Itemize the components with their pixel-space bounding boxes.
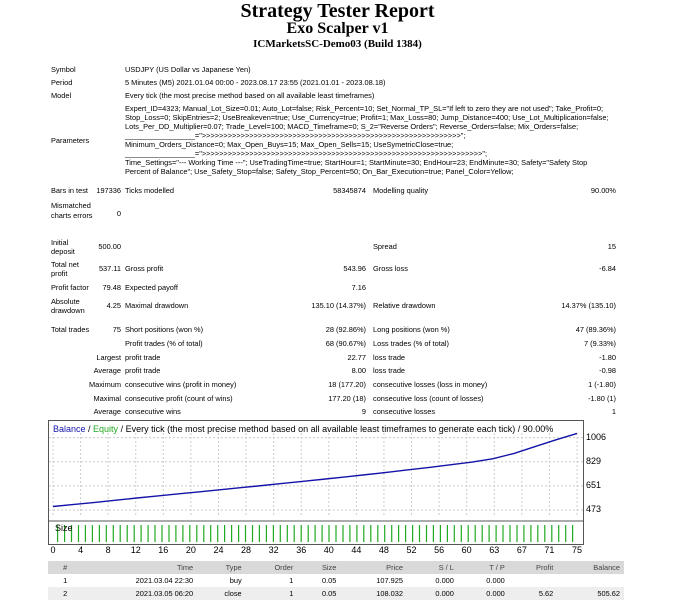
long-label: Long positions (won %) bbox=[373, 325, 450, 334]
size-bar bbox=[238, 525, 239, 542]
maximal-label: Maximal bbox=[93, 394, 121, 403]
size-bar bbox=[294, 525, 295, 542]
spread-label: Spread bbox=[373, 242, 397, 251]
table-cell: 1 bbox=[289, 576, 294, 585]
x-tick-label: 0 bbox=[50, 545, 56, 555]
column-header: Price bbox=[340, 561, 407, 574]
absdd-value: 4.25 bbox=[106, 301, 121, 310]
average2-label: Average bbox=[93, 407, 121, 416]
mismatch-value: 0 bbox=[116, 209, 121, 218]
ticks-value: 58345874 bbox=[333, 186, 366, 195]
x-tick-label: 48 bbox=[378, 545, 389, 555]
table-cell: 0.000 bbox=[407, 587, 458, 600]
y-tick-label: 473 bbox=[586, 504, 602, 515]
param-line: Expert_ID=4323; Manual_Lot_Size=0.01; Auto_Lot=false; Risk_Percent=10; Set_Normal_TP_SL="If left to zero they are not used"; Take_Profit=0; bbox=[125, 104, 603, 113]
table-cell: 2021.03.04 22:30 bbox=[135, 576, 194, 585]
x-tick-label: 24 bbox=[213, 545, 224, 555]
size-bar bbox=[154, 525, 155, 542]
netprofit-label: Total net profit bbox=[51, 260, 79, 278]
lt-value: 7 (9.33%) bbox=[583, 339, 616, 348]
size-bar bbox=[148, 525, 149, 542]
maxl-cl-label: consecutive loss (count of losses) bbox=[373, 394, 484, 403]
size-bar bbox=[523, 525, 524, 542]
param-line: Lots_Per_DD_Multiplier=0.07; Trade_Level=100; MACD_Timeframe=0; S_2="Reverse Orders"; Reverse_Orders=false; Mix_Orders=false; bbox=[125, 122, 579, 131]
size-bar bbox=[322, 525, 323, 542]
largest-label: Largest bbox=[96, 353, 121, 362]
size-bar bbox=[308, 525, 309, 542]
short-label: Short positions (won %) bbox=[125, 325, 204, 334]
period-label: Period bbox=[51, 78, 73, 87]
column-header: Type bbox=[197, 561, 246, 574]
size-bar bbox=[301, 525, 302, 542]
table-cell: 0.000 bbox=[486, 576, 505, 585]
legend-balance: Balance bbox=[53, 424, 86, 434]
server-build: ICMarketsSC-Demo03 (Build 1384) bbox=[253, 38, 422, 50]
x-tick-label: 63 bbox=[489, 545, 500, 555]
pf-label: Profit factor bbox=[51, 283, 89, 292]
grossprofit-value: 543.96 bbox=[343, 264, 366, 273]
size-bar bbox=[342, 525, 343, 542]
initial-value: 500.00 bbox=[98, 242, 121, 251]
size-bar bbox=[461, 525, 462, 542]
x-tick-label: 28 bbox=[241, 545, 252, 555]
pt-label: Profit trades (% of total) bbox=[125, 339, 203, 348]
parameters-label: Parameters bbox=[51, 136, 90, 145]
size-bar bbox=[356, 525, 357, 542]
avg-cw-value: 9 bbox=[361, 407, 366, 416]
size-bar bbox=[210, 525, 211, 542]
param-line: _________________=">>>>>>>>>>>>>>>>>>>>>>>>>>>>>>>>>>>>>>>>>>>>>>>>>>>>>>>>>>>>>>>>>"; bbox=[125, 149, 488, 158]
table-cell: close bbox=[197, 587, 246, 600]
table-cell bbox=[557, 574, 624, 587]
column-header: S / L bbox=[407, 561, 458, 574]
period-value: 5 Minutes (M5) 2021.01.04 00:00 - 2023.08.17 23:55 (2021.01.01 - 2023.08.18) bbox=[125, 78, 386, 87]
avg-cl-value: 1 bbox=[611, 407, 616, 416]
reldd-value: 14.37% (135.10) bbox=[561, 301, 616, 310]
max-cl-value: 1 (-1.80) bbox=[588, 380, 616, 389]
model-label: Model bbox=[51, 91, 72, 100]
size-bar bbox=[196, 525, 197, 542]
size-bar bbox=[426, 525, 427, 542]
size-bar bbox=[168, 525, 169, 542]
ticks-label: Ticks modelled bbox=[125, 186, 175, 195]
symbol-label: Symbol bbox=[51, 65, 76, 74]
size-bar bbox=[78, 525, 79, 542]
grossloss-value: -6.84 bbox=[599, 264, 616, 273]
maxl-cl-value: -1.80 (1) bbox=[588, 394, 616, 403]
size-bar bbox=[419, 525, 420, 542]
size-bar bbox=[489, 525, 490, 542]
size-bar bbox=[203, 525, 204, 542]
size-bar bbox=[433, 525, 434, 542]
series-line-balance bbox=[53, 433, 577, 506]
pf-value: 79.48 bbox=[102, 283, 121, 292]
size-bar bbox=[405, 525, 406, 542]
size-bar bbox=[182, 525, 183, 542]
size-bar bbox=[537, 525, 538, 542]
size-bar bbox=[565, 525, 566, 542]
size-bar bbox=[468, 525, 469, 542]
average-label: Average bbox=[93, 366, 121, 375]
size-bar bbox=[231, 525, 232, 542]
size-bar bbox=[363, 525, 364, 542]
table-cell: 505.62 bbox=[557, 587, 624, 600]
column-header: Order bbox=[246, 561, 298, 574]
size-bar bbox=[551, 525, 552, 542]
table-cell: 1 bbox=[63, 576, 68, 585]
table-cell: 5.62 bbox=[509, 587, 557, 600]
max-cw-value: 18 (177.20) bbox=[328, 380, 366, 389]
x-tick-label: 40 bbox=[323, 545, 334, 555]
bars-label: Bars in test bbox=[51, 186, 88, 195]
symbol-value: USDJPY (US Dollar vs Japanese Yen) bbox=[125, 65, 251, 74]
column-header: T / P bbox=[458, 561, 509, 574]
largest-loss-label: loss trade bbox=[373, 353, 406, 362]
size-bar bbox=[447, 525, 448, 542]
maxl-cp-value: 177.20 (18) bbox=[328, 394, 366, 403]
param-line: _________________=">>>>>>>>>>>>>>>>>>>>>>>>>>>>>>>>>>>>>>>>>>>>>>>>>>>>>>>>>>>>"; bbox=[125, 131, 466, 140]
spread-value: 15 bbox=[607, 242, 616, 251]
avg-cw-label: consecutive wins bbox=[125, 407, 181, 416]
lt-label: Loss trades (% of total) bbox=[373, 339, 449, 348]
table-cell: 2 bbox=[48, 587, 71, 600]
size-bar bbox=[259, 525, 260, 542]
x-tick-label: 32 bbox=[268, 545, 279, 555]
reldd-label: Relative drawdown bbox=[373, 301, 436, 310]
average-loss-label: loss trade bbox=[373, 366, 406, 375]
size-bar bbox=[287, 525, 288, 542]
size-bar bbox=[509, 525, 510, 542]
legend-equity: Equity bbox=[93, 424, 119, 434]
size-bar bbox=[92, 525, 93, 542]
size-bar bbox=[384, 525, 385, 542]
quality-value: 90.00% bbox=[590, 186, 616, 195]
size-bar bbox=[189, 525, 190, 542]
model-value: Every tick (the most precise method based on all available least timeframes) bbox=[125, 91, 375, 100]
size-bar bbox=[530, 525, 531, 542]
size-bar bbox=[266, 525, 267, 542]
chart-svg bbox=[49, 421, 583, 544]
maxl-cp-label: consecutive profit (count of wins) bbox=[125, 394, 233, 403]
avg-cl-label: consecutive losses bbox=[373, 407, 436, 416]
trades-label: Total trades bbox=[51, 325, 90, 334]
y-tick-label: 1006 bbox=[586, 431, 607, 442]
y-tick-label: 829 bbox=[586, 455, 602, 466]
x-tick-label: 36 bbox=[296, 545, 307, 555]
size-bar bbox=[273, 525, 274, 542]
size-bar bbox=[245, 525, 246, 542]
legend-description: / Every tick (the most precise method based on all available least timeframes to generate each tick) / 90.00% bbox=[118, 424, 554, 434]
legend-separator: / bbox=[85, 424, 94, 434]
payoff-value: 7.16 bbox=[351, 283, 366, 292]
balance-chart bbox=[48, 420, 584, 545]
size-bar bbox=[482, 525, 483, 542]
size-bar bbox=[99, 525, 100, 542]
bars-value: 197336 bbox=[96, 186, 121, 195]
param-line: Minimum_Orders_Distance=0; Max_Open_Buys=15; Max_Open_Sells=15; UseSymetricClose=true; bbox=[125, 140, 454, 149]
x-tick-label: 4 bbox=[78, 545, 84, 555]
size-label: Size bbox=[55, 523, 73, 533]
table-cell: 108.032 bbox=[340, 587, 407, 600]
table-cell: 0.05 bbox=[321, 576, 337, 585]
size-bar bbox=[141, 525, 142, 542]
max-cw-label: consecutive wins (profit in money) bbox=[125, 380, 237, 389]
quality-label: Modelling quality bbox=[373, 186, 429, 195]
size-bar bbox=[349, 525, 350, 542]
short-value: 28 (92.86%) bbox=[325, 325, 366, 334]
average-profit-value: 8.00 bbox=[351, 366, 366, 375]
y-tick-label: 651 bbox=[586, 479, 602, 490]
table-cell: 107.925 bbox=[376, 576, 404, 585]
size-bar bbox=[127, 525, 128, 542]
x-tick-label: 56 bbox=[434, 545, 445, 555]
chart-legend bbox=[53, 424, 553, 434]
size-bar bbox=[315, 525, 316, 542]
table-row bbox=[48, 574, 624, 587]
x-tick-label: 60 bbox=[461, 545, 472, 555]
ea-name: Exo Scalper v1 bbox=[286, 20, 389, 37]
size-bar bbox=[440, 525, 441, 542]
table-body bbox=[48, 574, 624, 600]
size-bar bbox=[224, 525, 225, 542]
maximum-label: Maximum bbox=[88, 380, 121, 389]
pt-value: 68 (90.67%) bbox=[325, 339, 366, 348]
size-bar bbox=[558, 525, 559, 542]
table-header-row bbox=[48, 561, 624, 574]
x-tick-label: 71 bbox=[544, 545, 555, 555]
column-header: Profit bbox=[509, 561, 557, 574]
size-bar bbox=[280, 525, 281, 542]
table-cell bbox=[509, 574, 557, 587]
size-bar bbox=[377, 525, 378, 542]
grossloss-label: Gross loss bbox=[373, 264, 408, 273]
size-bar bbox=[398, 525, 399, 542]
largest-profit-value: 22.77 bbox=[347, 353, 366, 362]
initial-label: Initial deposit bbox=[51, 238, 75, 256]
x-tick-label: 12 bbox=[130, 545, 141, 555]
table-cell: 0.000 bbox=[435, 576, 454, 585]
size-bar bbox=[454, 525, 455, 542]
size-bar bbox=[175, 525, 176, 542]
x-tick-label: 16 bbox=[158, 545, 169, 555]
column-header: Time bbox=[71, 561, 197, 574]
size-bar bbox=[217, 525, 218, 542]
payoff-label: Expected payoff bbox=[125, 283, 178, 292]
size-bar bbox=[134, 525, 135, 542]
report-title: Strategy Tester Report bbox=[240, 0, 435, 22]
size-bar bbox=[516, 525, 517, 542]
size-bar bbox=[544, 525, 545, 542]
size-bar bbox=[328, 525, 329, 542]
x-tick-label: 20 bbox=[185, 545, 196, 555]
size-bar bbox=[335, 525, 336, 542]
param-line: Percent of Balance"; Use_Safety_Stop=false; Safety_Stop_Percent=50; On_Bar_Execution=true; Panel_Color=Yellow; bbox=[125, 167, 514, 176]
size-bar bbox=[106, 525, 107, 542]
size-bar bbox=[412, 525, 413, 542]
param-line: Stop_Loss=0; SkipEntries=2; UseBreakeven=true; Use_Currency=true; Profit=1; Max_Loss=80; Jump_Distance=400; Use_Lot_Multiplication=false; bbox=[125, 113, 609, 122]
size-bar bbox=[475, 525, 476, 542]
average-profit-label: profit trade bbox=[125, 366, 161, 375]
grossprofit-label: Gross profit bbox=[125, 264, 164, 273]
size-bar bbox=[161, 525, 162, 542]
x-tick-label: 52 bbox=[406, 545, 417, 555]
size-bar bbox=[370, 525, 371, 542]
maxdd-label: Maximal drawdown bbox=[125, 301, 189, 310]
x-tick-label: 75 bbox=[571, 545, 582, 555]
size-bar bbox=[496, 525, 497, 542]
mismatch-label: Mismatched charts errors bbox=[51, 201, 93, 220]
table-cell: 0.000 bbox=[458, 587, 509, 600]
max-cl-label: consecutive losses (loss in money) bbox=[373, 380, 488, 389]
x-tick-label: 44 bbox=[351, 545, 362, 555]
maxdd-value: 135.10 (14.37%) bbox=[311, 301, 366, 310]
table-cell: 1 bbox=[246, 587, 298, 600]
largest-loss-value: -1.80 bbox=[599, 353, 616, 362]
size-bar bbox=[391, 525, 392, 542]
absdd-label: Absolute drawdown bbox=[51, 297, 85, 315]
netprofit-value: 537.11 bbox=[98, 264, 121, 273]
size-bar bbox=[572, 525, 573, 542]
table-cell: buy bbox=[229, 576, 242, 585]
x-tick-label: 67 bbox=[516, 545, 527, 555]
column-header: Size bbox=[297, 561, 340, 574]
long-value: 47 (89.36%) bbox=[575, 325, 616, 334]
size-bar bbox=[85, 525, 86, 542]
column-header: # bbox=[48, 561, 71, 574]
average-loss-value: -0.98 bbox=[599, 366, 616, 375]
trades-value: 75 bbox=[112, 325, 121, 334]
size-bar bbox=[120, 525, 121, 542]
size-bar bbox=[252, 525, 253, 542]
x-tick-label: 8 bbox=[105, 545, 111, 555]
param-line: Time_Settings="--- Working Time ---"; UseTradingTime=true; StartHour=1; StartMinute=30; EndHour=23; EndMinute=30; Safety="Safety Stop bbox=[125, 158, 588, 167]
table-cell: 0.05 bbox=[297, 587, 340, 600]
table-row bbox=[48, 587, 624, 600]
table-cell: 2021.03.05 06:20 bbox=[71, 587, 197, 600]
trades-table bbox=[48, 561, 624, 600]
size-bar bbox=[502, 525, 503, 542]
largest-profit-label: profit trade bbox=[125, 353, 161, 362]
size-bar bbox=[113, 525, 114, 542]
column-header: Balance bbox=[557, 561, 624, 574]
